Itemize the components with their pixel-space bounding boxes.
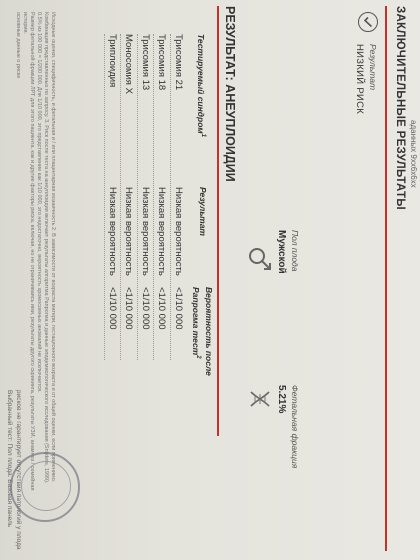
probability-cell: <1/10 000 — [123, 287, 135, 330]
result-cell: Низкая вероятность — [156, 187, 168, 276]
header-result: Результат — [198, 187, 208, 236]
probability-cell: <1/10 000 — [140, 287, 151, 330]
result-cell: Низкая вероятность — [140, 187, 151, 276]
result-cell: Низкая вероятность — [123, 187, 135, 276]
fetal-fraction-value: 5.21% — [276, 385, 287, 414]
sex-value: Мужской — [276, 230, 287, 274]
final-results-title: ЗАКЛЮЧИТЕЛЬНЫЕ РЕЗУЛЬТАТЫ — [394, 6, 406, 210]
probability-cell: <1/10 000 — [156, 287, 168, 330]
row-divider — [154, 34, 155, 360]
table-row — [123, 34, 135, 360]
syndrome-cell: Триплоидия — [107, 34, 118, 88]
result-cell: Низкая вероятность — [173, 187, 184, 276]
result-cell: Низкая вероятность — [107, 187, 118, 276]
title-red-divider — [386, 6, 388, 551]
syndrome-cell: Моносомия Х — [123, 34, 135, 94]
aneuploidy-title: РЕЗУЛЬТАТ: АНЕУПЛОИДИИ — [223, 6, 237, 182]
table-row — [172, 34, 184, 360]
row-divider — [121, 34, 122, 360]
probability-cell: <1/10 000 — [173, 287, 184, 330]
header-probability: Вероятность после Рапрогма тест$^2$ — [191, 287, 214, 376]
aneuploidy-red-divider — [218, 6, 220, 436]
syndrome-cell: Трисомия 13 — [140, 34, 151, 91]
right-margin-note: рисков не гарантирует отсутствия патологий у плода Выбранный тест: Пол плода. Базовая панель — [6, 390, 22, 550]
syndrome-cell: Трисомия 18 — [156, 34, 168, 91]
dna-helix-icon — [244, 388, 271, 410]
table-row — [106, 34, 118, 360]
result-label: Результат — [368, 44, 378, 91]
row-divider — [104, 34, 105, 360]
top-partial-text: аданных 9хх6х6хх — [409, 120, 418, 188]
table-row — [139, 34, 151, 360]
male-symbol-icon — [242, 246, 273, 272]
table-row — [156, 34, 168, 360]
syndrome-cell: Трисомия 21 — [173, 34, 184, 91]
row-divider — [137, 34, 138, 360]
check-circle-icon — [358, 12, 378, 32]
sex-label: Пол плода — [290, 230, 300, 272]
header-syndrome: Тестируемый синдром$^1$ — [196, 34, 207, 138]
probability-cell: <1/10 000 — [107, 287, 118, 330]
fetal-fraction-label: Фетальная фракция — [290, 385, 300, 469]
row-divider — [170, 34, 171, 360]
footnotes: Исходные оценки, специфичность, и фетальная и / или плацентарная мозаичность 2. В зависимости от возраста матери, гестационного возраста и от общей оценки, если применимо. Комбинация представленных по запросу. 3. Риск после теста на анеуплоидии включает результаты алгоритма Рапрогма и данные эпидемиологического исследования (Snijders, 1999). 0.5% из 100 000 = 1/200 000. Для 1/10 000, это представление как 1/10 000, это недостаточно, вероятность хромосомных аномалий не исключается. Размер фетальной фракции ЛРТ для этого пациента, как и другие факторы риска, включая, но не ограничиваясь ими, результаты другого скрининга, результаты УЗИ, анамнез / семейная история. основные данные о риске — [15, 12, 56, 491]
result-value: НИЗКИЙ РИСК — [354, 44, 365, 115]
